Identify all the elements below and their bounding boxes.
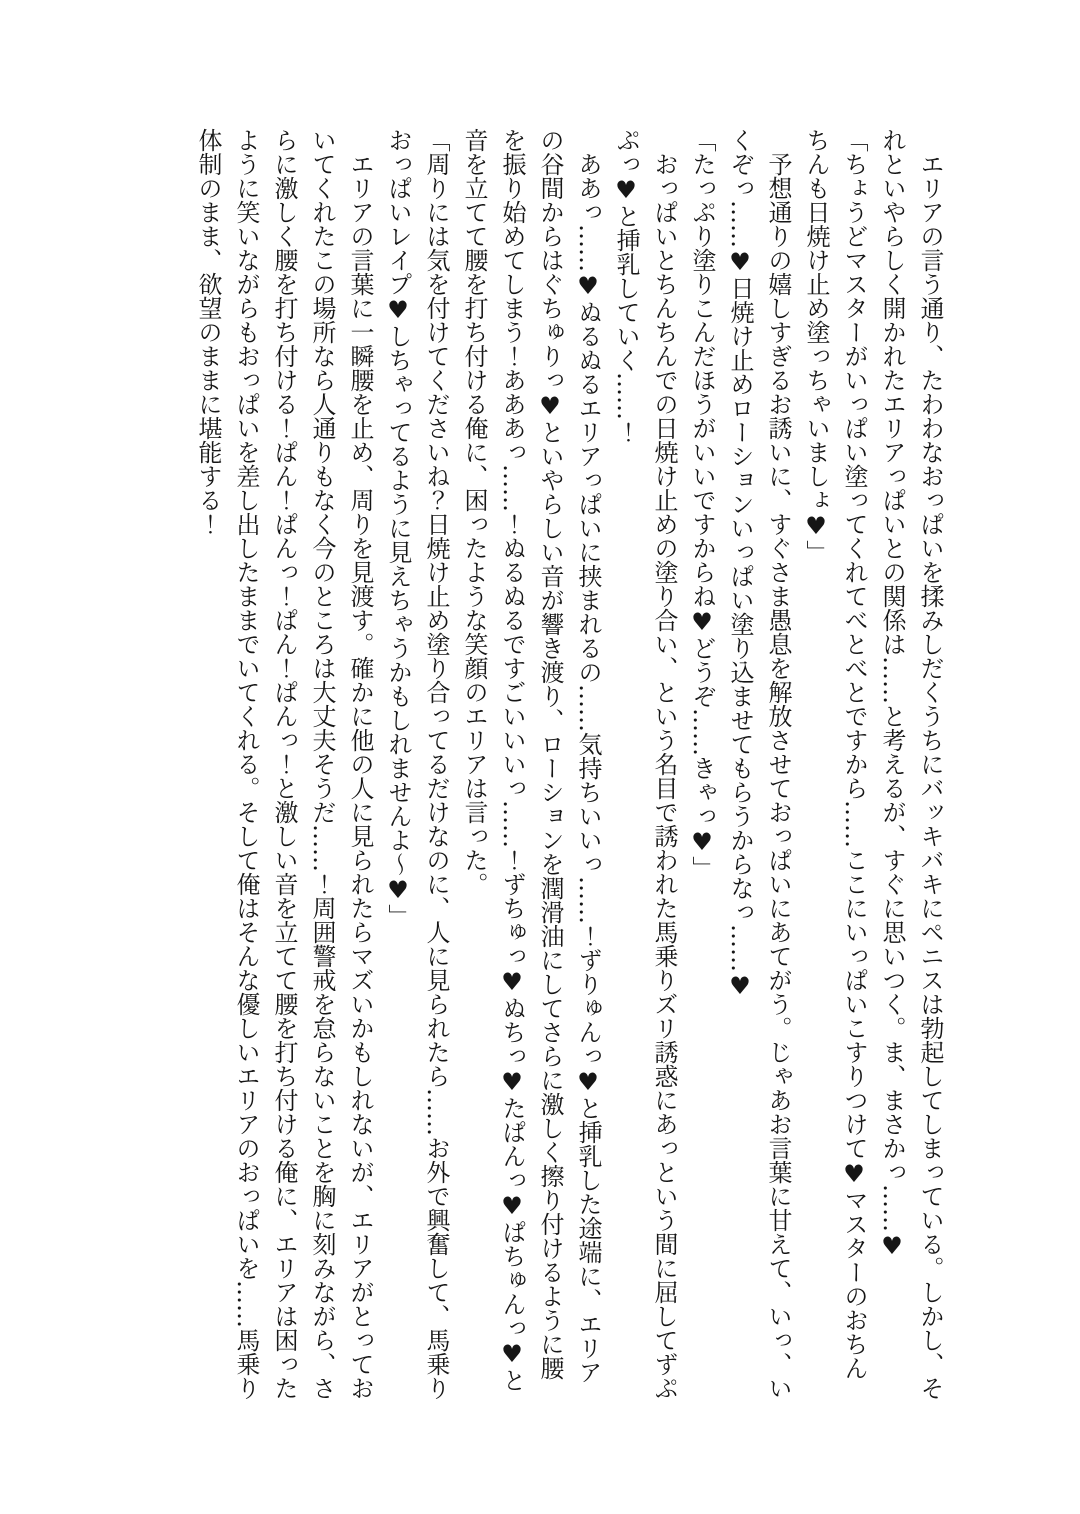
- narration-paragraph-4: ああっ……♥ぬるぬるエリアっぱいに挟まれるの……気持ちいいっ……！ずりゅんっ♥と挿乳した途端に、エリアの谷間からはぐちゅりっ♥といやらしい音が響き渡り、ローションを潤滑油にしてさらに激しく擦り付けるように腰を振り始めてしまう！あああっ……！ぬるぬるですごいいいっ……！ずちゅっ♥ぬちっ♥たぱんっ♥ぱちゅんっ♥と音を立てて腰を打ち付ける俺に、困ったような笑顔のエリアは言った。: [460, 128, 602, 1392]
- vertical-text-block: [189, 128, 949, 1400]
- narration-paragraph-1: エリアの言う通り、たわわなおっぱいを揉みしだくうちにバッキバキにペニスは勃起してしまっている。しかし、それといやらしく開かれたエリアっぱいとの関係は……と考えるが、すぐに思いつく。ま、まさかっ……♥: [878, 128, 944, 1400]
- dialogue-paragraph-1: 「ちょうどマスターがいっぱい塗ってくれてべとべとですから……ここにいっぱいこすりつけて♥マスターのおちんちんも日焼け止め塗っちゃいましょ♥」: [802, 128, 868, 1380]
- dialogue-paragraph-2: 「たっぷり塗りこんだほうがいいですからね♥どうぞ……きゃっ♥」: [688, 128, 716, 880]
- dialogue-paragraph-3: 「周りには気を付けてくださいね？日焼け止め塗り合ってるだけなのに、人に見られたら……お外で興奮して、馬乗りおっぱいレイプ♥しちゃってるように見えちゃうかもしれませんよ〜♥」: [384, 128, 450, 1400]
- narration-paragraph-5: エリアの言葉に一瞬腰を止め、周りを見渡す。確かに他の人に見られたらマズいかもしれないが、エリアがとっておいてくれたこの場所なら人通りもなく今のところは大丈夫そうだ……！周囲警戒を怠らないことを胸に刻みながら、さらに激しく腰を打ち付ける！ぱん！ぱんっ！ぱん！ぱんっ！と激しい音を立てて腰を打ち付ける俺に、エリアは困ったように笑いながらもおっぱいを差し出したままでいてくれる。そして俺はそんな優しいエリアのおっぱいを……馬乗り体制のまま、欲望のままに堪能する！: [194, 128, 374, 1400]
- narration-paragraph-2: 予想通りの嬉しすぎるお誘いに、すぐさま愚息を解放させておっぱいにあてがう。じゃあお言葉に甘えて、いっ、いくぞっ……♥日焼け止めローションいっぱい塗り込ませてもらうからなっ……♥: [726, 128, 792, 1400]
- narration-paragraph-3: おっぱいとちんちんでの日焼け止めの塗り合い、という名目で誘われた馬乗りズリ誘惑にあっという間に屈してずぷぷっ♥と挿乳していく……！: [612, 128, 678, 1400]
